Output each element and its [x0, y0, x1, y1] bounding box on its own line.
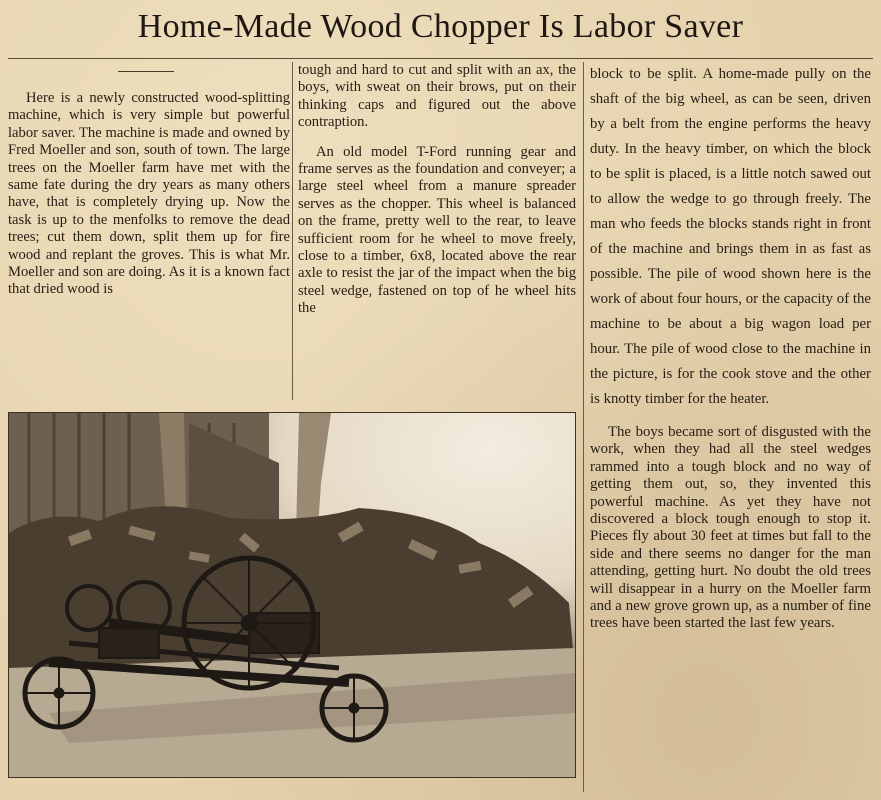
photo-illustration [9, 413, 575, 777]
headline: Home-Made Wood Chopper Is Labor Saver [137, 8, 744, 45]
column-divider-rule [118, 71, 174, 72]
wood-chopper-photo [8, 412, 576, 778]
paragraph: The boys became sort of disgusted with the work, when they had all the steel wedges rammed into a tough block and no way of getting them out, so, they invented this powerful machine. As yet they have not discovered a block tough enough to stop it. Pieces fly about 30 feet at times but fall to the side and there seems no danger for the man attending, getting hurt. No doubt the old trees will disappear in a hurry on the Moeller farm and a new grove grown up, as a number of fine trees have been started the last few years. [590, 424, 871, 632]
article-column-3 [590, 62, 871, 633]
paragraph-part: block to be split. A home-made pully on the shaft of the big wheel, as can be seen, driven by a belt from the engine performs the heavy duty. In the heavy [590, 66, 871, 157]
article-column-1 [8, 90, 290, 299]
paragraph-part: timber, on which the block to be split is placed, is a little notch sawed out to allow the wedge to go through freely. The man who feeds the blocks stands right in front of the machine and brings them in as fast as possible. The pile of wood shown here is the work of about four hours, or the capacity of the machine to be about a big wagon load per hour. The pile of wood close to the machine in the picture, is for the cook stove and the other is knotty timber for the heater. [590, 141, 871, 407]
column-separator [292, 62, 293, 400]
column-separator [583, 62, 584, 792]
paragraph [590, 62, 871, 412]
paragraph: An old model T-Ford running gear and frame serves as the foundation and conveyer; a large steel wheel from a manure spreader serves as the chopper. This wheel is balanced on the frame, pretty well to the rear, to leave sufficient room for he wheel to move freely, close to a timber, 6x8, located above the rear axle to resist the jar of the impact when the big steel wedge, fastened on top of he wheel hits the [298, 143, 576, 317]
article-column-2 [298, 62, 576, 318]
paragraph: tough and hard to cut and split with an ax, the boys, with sweat on their brows, put on their thinking caps and figured out the above contraption. [298, 62, 576, 131]
top-rule [8, 58, 873, 59]
paragraph: Here is a newly constructed wood-splitting machine, which is very simple but powerful labor saver. The machine is made and owned by Fred Moeller and son, south of town. The large trees on the Moeller farm have met with the same fate during the dry years as many others have, that is completely drying up. Now the task is up to the menfolks to remove the dead trees; cut them down, split them up for fire wood and replant the groves. This is what Mr. Moeller and son are doing. As it is a known fact that dried wood is [8, 90, 290, 298]
